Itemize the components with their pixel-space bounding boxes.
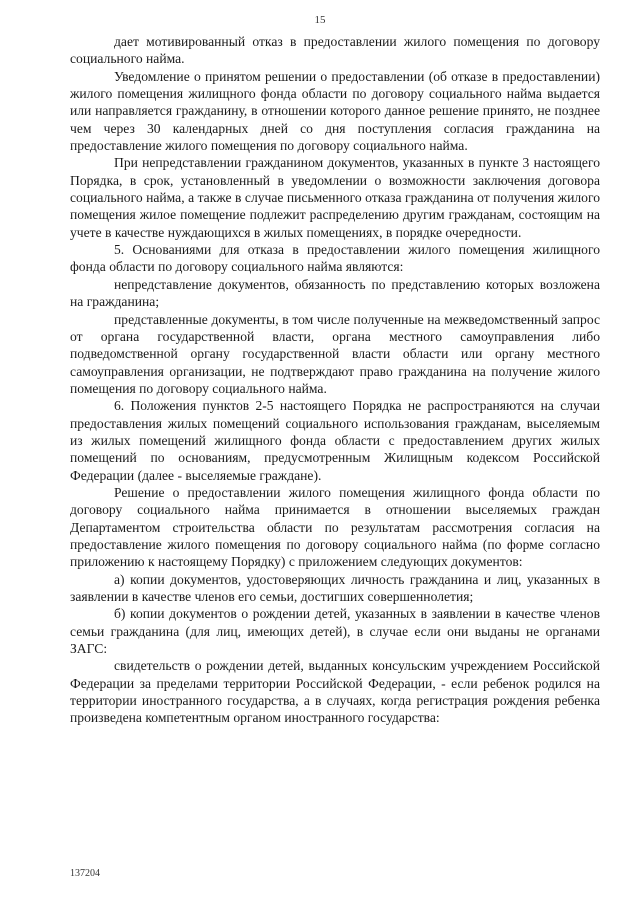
paragraph-birth-certificates: свидетельств о рождении детей, выданных консульским учреждением Российской Федерации за пределами территории Российской Федерации, - если ребенок родился на территории иностранного государства, а в случаях, когда регистрация рождения ребенка произведена компетентным органом иностранного государства: [70, 658, 600, 726]
paragraph-refusal-item-1: непредставление документов, обязанность по представлению которых возложена на гражданина; [70, 276, 600, 310]
paragraph-refusal-item-2: представленные документы, в том числе полученные на межведомственный запрос от органа государственной власти, органа местного самоуправления либо подведомственной органу государственной власти области или органу местного самоуправления организации, не подтверждают право гражданина на получение жилого помещения по договору социального найма. [70, 311, 600, 396]
page-number: 15 [314, 14, 326, 26]
paragraph-item-b: б) копии документов о рождении детей, указанных в заявлении в качестве членов семьи гражданина (для лиц, имеющих детей), в случае если они выданы не органами ЗАГС: [70, 606, 600, 657]
paragraph-item-a: а) копии документов, удостоверяющих личность гражданина и лиц, указанных в заявлении в качестве членов его семьи, достигших совершеннолетия; [70, 571, 600, 604]
paragraph-continuation: дает мотивированный отказ в предоставлении жилого помещения по договору социального найма. [70, 34, 600, 67]
paragraph-notification: Уведомление о принятом решении о предоставлении (об отказе в предоставлении) жилого помещения жилищного фонда области по договору социального найма выдается или направляется гражданину, в отношении которого данное решение принято, не позднее чем через 30 календарных дней со дня поступления согласия гражданина на предоставление жилого помещения по договору социального найма. [70, 68, 600, 154]
paragraph-non-submission: При непредставлении гражданином документов, указанных в пункте 3 настоящего Порядка, в срок, установленный в уведомлении о возможности заключения договора социального найма, а также в случае письменного отказа гражданина от получения жилого помещения жилое помещение подлежит распределению другим гражданам, состоящим на учете в качестве нуждающихся в жилых помещениях, в порядке очередности. [70, 155, 600, 240]
paragraph-refusal-grounds: 5. Основаниями для отказа в предоставлении жилого помещения жилищного фонда области по договору социального найма являются: [70, 242, 600, 275]
paragraph-decision: Решение о предоставлении жилого помещения жилищного фонда области по договору социального найма принимается в отношении выселяемых граждан Департаментом строительства области по результатам рассмотрения согласия на предоставление жилого помещения по договору социального найма (по форме согласно приложению к настоящему Порядку) с приложением следующих документов: [70, 484, 600, 570]
document-body [70, 33, 600, 727]
document-code: 137204 [70, 868, 100, 879]
paragraph-provisions-6: 6. Положения пунктов 2-5 настоящего Порядка не распространяются на случаи предоставления жилых помещений социального использования гражданам, выселяемым из жилых помещений жилищного фонда области с предоставлением других жилых помещений по основаниям, предусмотренным Жилищным кодексом Российской Федерации (далее - выселяемые граждане). [70, 398, 600, 483]
